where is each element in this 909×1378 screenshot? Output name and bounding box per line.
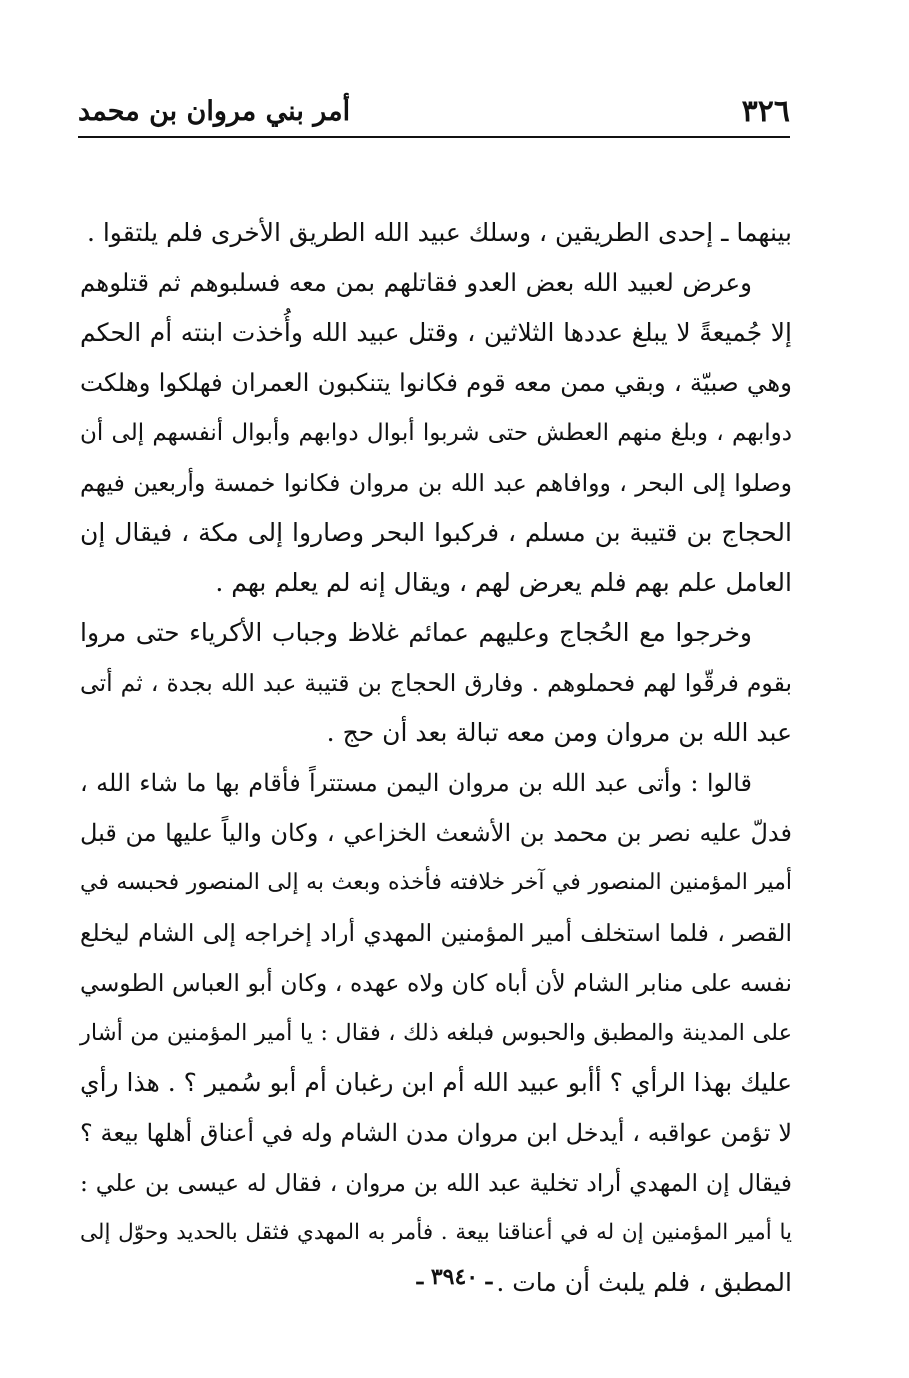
text-line: القصر ، فلما استخلف أمير المؤمنين المهدي أراد إخراجه إلى الشام ليخلع xyxy=(80,919,792,947)
text-line: وصلوا إلى البحر ، ووافاهم عبد الله بن مروان فكانوا خمسة وأربعين فيهم xyxy=(80,469,792,497)
paragraph-4 xyxy=(80,758,792,1308)
text-line: نفسه على منابر الشام لأن أباه كان ولاه عهده ، وكان أبو العباس الطوسي xyxy=(80,969,792,997)
running-title: أمر بني مروان بن محمد xyxy=(78,96,351,127)
header-rule xyxy=(78,136,790,138)
text-line: بينهما ـ إحدى الطريقين ، وسلك عبيد الله الطريق الأخرى فلم يلتقوا . xyxy=(86,218,792,247)
text-line: وخرجوا مع الحُجاج وعليهم عمائم غلاظ وجباب الأكرياء حتى مروا xyxy=(80,618,752,647)
text-line: وهي صبيّة ، وبقي ممن معه قوم فكانوا يتنكبون العمران فهلكوا وهلكت xyxy=(80,368,792,397)
text-line: يا أمير المؤمنين إن له في أعناقنا بيعة . فأمر به المهدي فثقل بالحديد وحوّل إلى xyxy=(80,1220,792,1245)
page-header xyxy=(78,92,790,132)
text-line: فيقال إن المهدي أراد تخلية عبد الله بن مروان ، فقال له عيسى بن علي : xyxy=(80,1169,792,1197)
paragraph-3 xyxy=(80,608,792,758)
body-text xyxy=(80,208,792,1308)
text-line: قالوا : وأتى عبد الله بن مروان اليمن مستتراً فأقام بها ما شاء الله ، xyxy=(80,769,752,797)
text-line: العامل علم بهم فلم يعرض لهم ، ويقال إنه لم يعلم بهم . xyxy=(215,568,792,597)
text-line: دوابهم ، وبلغ منهم العطش حتى شربوا أبوال دوابهم وأبوال أنفسهم إلى أن xyxy=(80,420,792,446)
text-line: أمير المؤمنين المنصور في آخر خلافته فأخذه وبعث به إلى المنصور فحبسه في xyxy=(80,870,792,895)
text-line: بقوم فرقّوا لهم فحملوهم . وفارق الحجاج بن قتيبة عبد الله بجدة ، ثم أتى xyxy=(80,669,792,697)
page-number: ٣٢٦ xyxy=(741,94,790,129)
text-line: عبد الله بن مروان ومن معه تبالة بعد أن حج . xyxy=(326,718,792,747)
paragraph-2 xyxy=(80,258,792,608)
text-line: لا تؤمن عواقبه ، أيدخل ابن مروان مدن الشام وله في أعناق أهلها بيعة ؟ xyxy=(80,1119,792,1147)
text-line: على المدينة والمطبق والحبوس فبلغه ذلك ، فقال : يا أمير المؤمنين من أشار xyxy=(80,1020,792,1046)
text-line: وعرض لعبيد الله بعض العدو فقاتلهم بمن معه فسلبوهم ثم قتلوهم xyxy=(80,268,752,297)
text-line: عليك بهذا الرأي ؟ أأبو عبيد الله أم ابن رغبان أم أبو سُمير ؟ . هذا رأي xyxy=(80,1068,792,1097)
text-line: فدلّ عليه نصر بن محمد بن الأشعث الخزاعي ، وكان والياً عليها من قبل xyxy=(80,819,792,847)
paragraph-1 xyxy=(80,208,792,258)
text-line: الحجاج بن قتيبة بن مسلم ، فركبوا البحر وصاروا إلى مكة ، فيقال إن xyxy=(80,518,792,547)
text-line: إلا جُميعةً لا يبلغ عددها الثلاثين ، وقتل عبيد الله وأُخذت ابنته أم الحكم xyxy=(80,318,792,347)
text-line: المطبق ، فلم يلبث أن مات . xyxy=(496,1268,792,1297)
footer-sequence-number: ـ ٣٩٤٠ ـ xyxy=(416,1264,493,1290)
